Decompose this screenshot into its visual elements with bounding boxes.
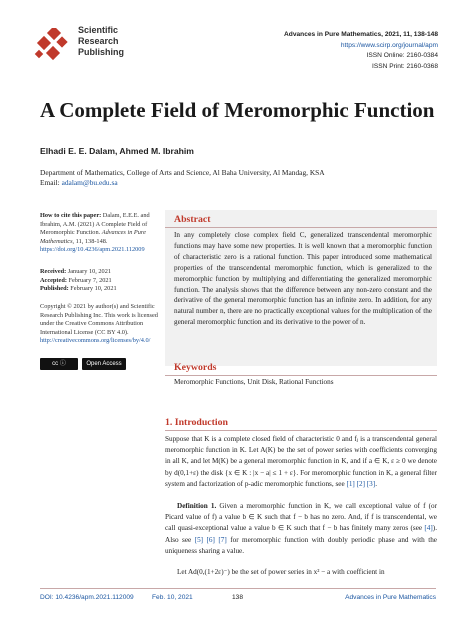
intro-p1-end: . (375, 479, 377, 488)
received-date: January 10, 2021 (66, 268, 112, 275)
paper-title: A Complete Field of Meromorphic Function (40, 98, 435, 122)
published-label: Published: (40, 285, 69, 292)
affiliation-block (40, 168, 325, 189)
copyright-text: Copyright © 2021 by author(s) and Scientific Research Publishing Inc. This work is licensed under the Creative Commons Attribution International License (CC BY 4.0). (40, 303, 158, 336)
accepted-line (40, 277, 158, 286)
keywords-heading: Keywords (174, 362, 217, 373)
intro-rule (165, 430, 437, 431)
cite-rest: , 11, 138-148. (72, 237, 108, 245)
journal-line: Advances in Pure Mathematics, 2021, 11, 138-148 (284, 31, 438, 38)
page-number: 138 (232, 594, 244, 601)
accepted-label: Accepted: (40, 276, 67, 284)
dates-block (40, 268, 158, 294)
received-label: Received: (40, 268, 67, 275)
cite-journal: Advances in Pure Mathematics (40, 229, 146, 245)
citation-block (40, 212, 158, 255)
email-label: Email: (40, 178, 62, 188)
email-line (40, 178, 325, 188)
issn-print: ISSN Print: 2160-0368 (372, 62, 438, 70)
issn-online: ISSN Online: 2160-0384 (366, 52, 438, 59)
intro-p1-refs[interactable]: [1] [2] [3] (346, 479, 376, 488)
publisher-line-1: Scientific (78, 25, 119, 35)
abstract-heading: Abstract (174, 214, 211, 225)
cite-label: How to cite this paper: (40, 212, 102, 219)
definition-ref[interactable]: [4] (424, 524, 433, 533)
open-access-badge: Open Access (82, 358, 126, 370)
definition-end: for meromorphic function with doubly periodic phase and with the uniqueness sharing a value. (165, 535, 437, 555)
copyright-block (40, 303, 158, 346)
cite-text: Dalam, E.E.E. and Ibrahim, A.M. (2021) A Complete Field of Meromorphic Function. (40, 212, 150, 236)
accepted-date: February 7, 2021 (66, 276, 112, 284)
license-badges (40, 355, 126, 373)
definition-label: Definition 1. (177, 502, 217, 510)
definition-text: Given a meromorphic function in K, we call exceptional value of f (or Picard value of f) a value b ∈ K such that f − b has no zero. And, if f is transcendental, we call quasi-exceptional value a value b ∈ K such that f − b has finitely many zeros (see (165, 502, 438, 533)
definition-refs[interactable]: [5] [6] [7] (194, 535, 227, 544)
received-line (40, 268, 158, 277)
journal-info (284, 30, 438, 72)
published-date: February 10, 2021 (68, 285, 117, 292)
definition-mid: ). Also see (165, 524, 437, 544)
publisher-name (78, 25, 124, 58)
email-link[interactable]: adalam@bu.edu.sa (61, 178, 118, 188)
journal-url[interactable]: https://www.scirp.org/journal/apm (340, 41, 438, 49)
publisher-line-3: Publishing (78, 47, 124, 57)
keywords-rule (165, 375, 437, 376)
publisher-line-2: Research (78, 36, 119, 46)
published-line (40, 285, 158, 294)
cite-doi-link[interactable]: https://doi.org/10.4236/apm.2021.112009 (40, 246, 145, 253)
intro-paragraph-3: Let Ad(0,(1+2ε)⁻) be the set of power series in x² − a with coefficient in (177, 568, 385, 576)
license-link[interactable]: http://creativecommons.org/licenses/by/4.0/ (40, 337, 151, 344)
cc-by-badge[interactable]: cc ⓘ (40, 358, 78, 370)
footer-journal: Advances in Pure Mathematics (345, 594, 436, 601)
intro-p1-text: Suppose that K is a complete closed field of characteristic 0 and fⱼ is a transcendental general meromorphic function in K. Let A(K) be the set of power series with coefficients converging in all K, and let M(K) be a general meromorphic function in K, and if a ∈ K, ε ≥ 0 we denote by d(0,1+ε) the disk {x ∈ K : |x − a| ≤ 1 + ε}. For meromorphic function in K, a general filter system and factorization of p-adic meromorphic functions, see (165, 435, 437, 488)
definition-1 (165, 501, 437, 557)
publisher-logo (34, 24, 144, 68)
abstract-text: In any completely close complex field C, generalized transcendental meromorphic functions may have some new properties. It is well known that a meromorphic function of characteristic zero is a rational function. This paper introduced some mathematical properties of the transcendental meromorphic function, which is generalized to the meromorphic function by multiplying and differentiating the generalized meromorphic function. The analysis shows that the difference between any non-zero constant and the derivative of the general meromorphic function has an infinite zero. In addition, for any natural number n, there are no practically exceptional values for the multiplication of the general meromorphic function and its derivative to the power of n. (174, 231, 432, 327)
footer-rule (40, 588, 436, 589)
footer-doi[interactable]: DOI: 10.4236/apm.2021.112009 (40, 594, 134, 601)
abstract-rule (165, 227, 437, 228)
publisher-logo-icon (34, 28, 72, 62)
affiliation: Department of Mathematics, College of Arts and Science, Al Baha University, Al Mandag, KSA (40, 168, 325, 177)
footer-date: Feb. 10, 2021 (152, 594, 193, 601)
intro-paragraph-1 (165, 434, 437, 490)
keywords-text: Meromorphic Functions, Unit Disk, Rational Functions (174, 378, 334, 386)
authors: Elhadi E. E. Dalam, Ahmed M. Ibrahim (40, 146, 194, 156)
intro-heading: 1. Introduction (165, 417, 228, 428)
